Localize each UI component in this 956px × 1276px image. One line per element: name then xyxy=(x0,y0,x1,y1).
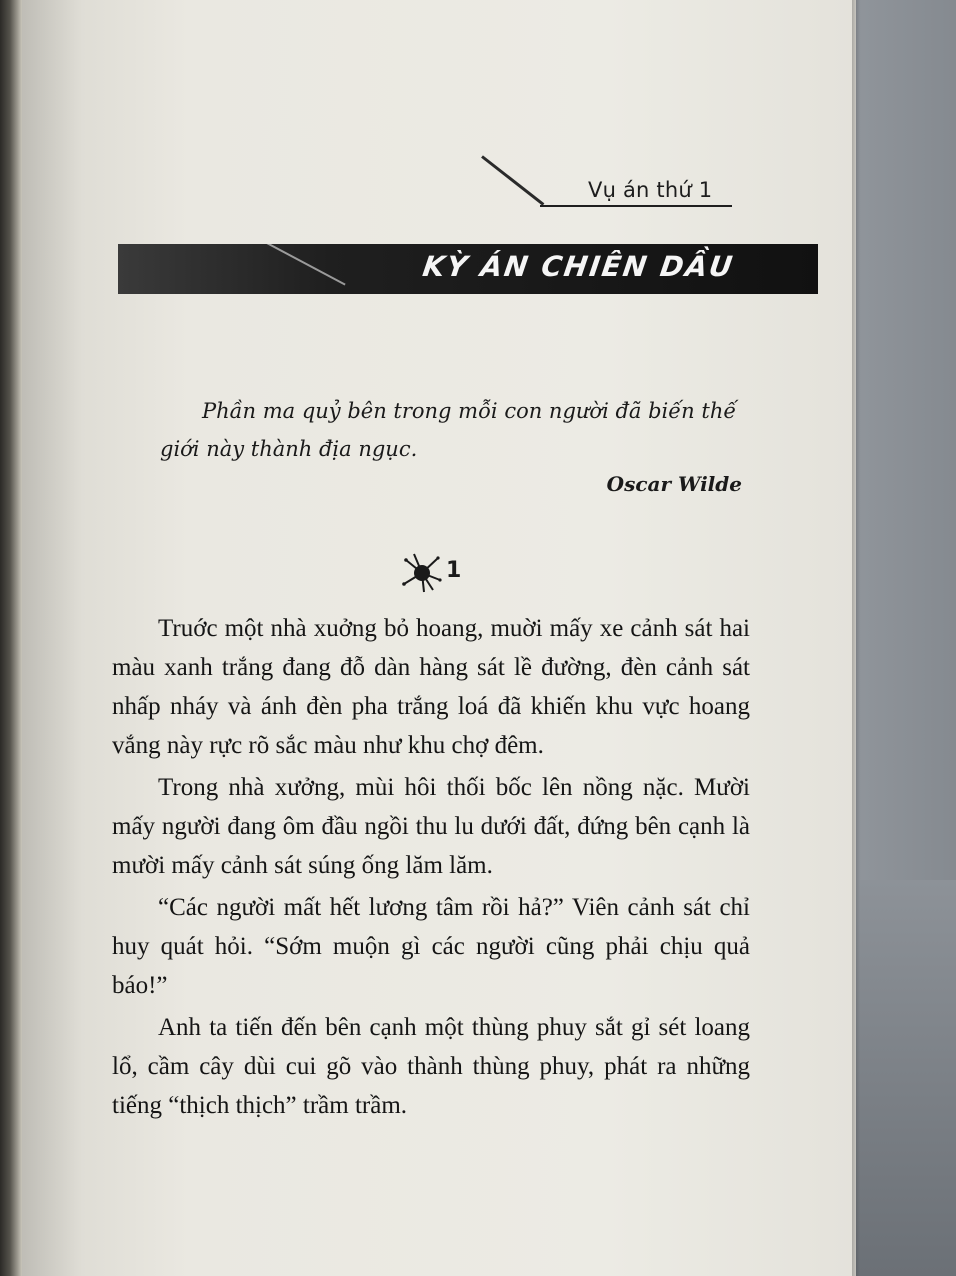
paragraph: Anh ta tiến đến bên cạnh một thùng phuy sắt gỉ sét loang lổ, cầm cây dùi cui gõ vào thành thùng phuy, phát ra những tiếng “thịch thịch” trầm trầm. xyxy=(112,1014,750,1119)
ink-splat-icon xyxy=(400,550,444,594)
paragraph: Truớc một nhà xuởng bỏ hoang, muời mấy xe cảnh sát hai màu xanh trắng đang đỗ dàn hàng sát lề đường, đèn cảnh sát nhấp nháy và ánh đèn pha trắng loá đã khiến khu vực hoang vắng này rực rõ sắc màu như khu chợ đêm. xyxy=(112,615,750,759)
page-edge-shadow xyxy=(852,0,860,1276)
book-binding xyxy=(0,0,22,1276)
chapter-number: 1 xyxy=(446,558,462,583)
banner-streak xyxy=(248,244,346,286)
chapter-banner xyxy=(118,244,818,294)
paragraph: “Các người mất hết lương tâm rồi hả?” Viên cảnh sát chỉ huy quát hỏi. “Sớm muộn gì các người cũng phải chịu quả báo!” xyxy=(112,894,750,999)
section-label: Vụ án thứ 1 xyxy=(588,178,713,202)
epigraph-author: Oscar Wilde xyxy=(606,472,742,496)
paragraph: Trong nhà xưởng, mùi hôi thối bốc lên nồng nặc. Mười mấy người đang ôm đầu ngồi thu lu dưới đất, đứng bên cạnh là mười mấy cảnh sát súng ống lăm lăm. xyxy=(112,774,750,879)
section-underline xyxy=(540,205,732,207)
chapter-title: KỲ ÁN CHIÊN DẦU xyxy=(420,250,737,283)
epigraph-quote: Phần ma quỷ bên trong mỗi con người đã biến thế giới này thành địa ngục. xyxy=(160,399,737,461)
page-gutter-shadow xyxy=(22,0,82,1276)
body-text xyxy=(112,609,750,1125)
